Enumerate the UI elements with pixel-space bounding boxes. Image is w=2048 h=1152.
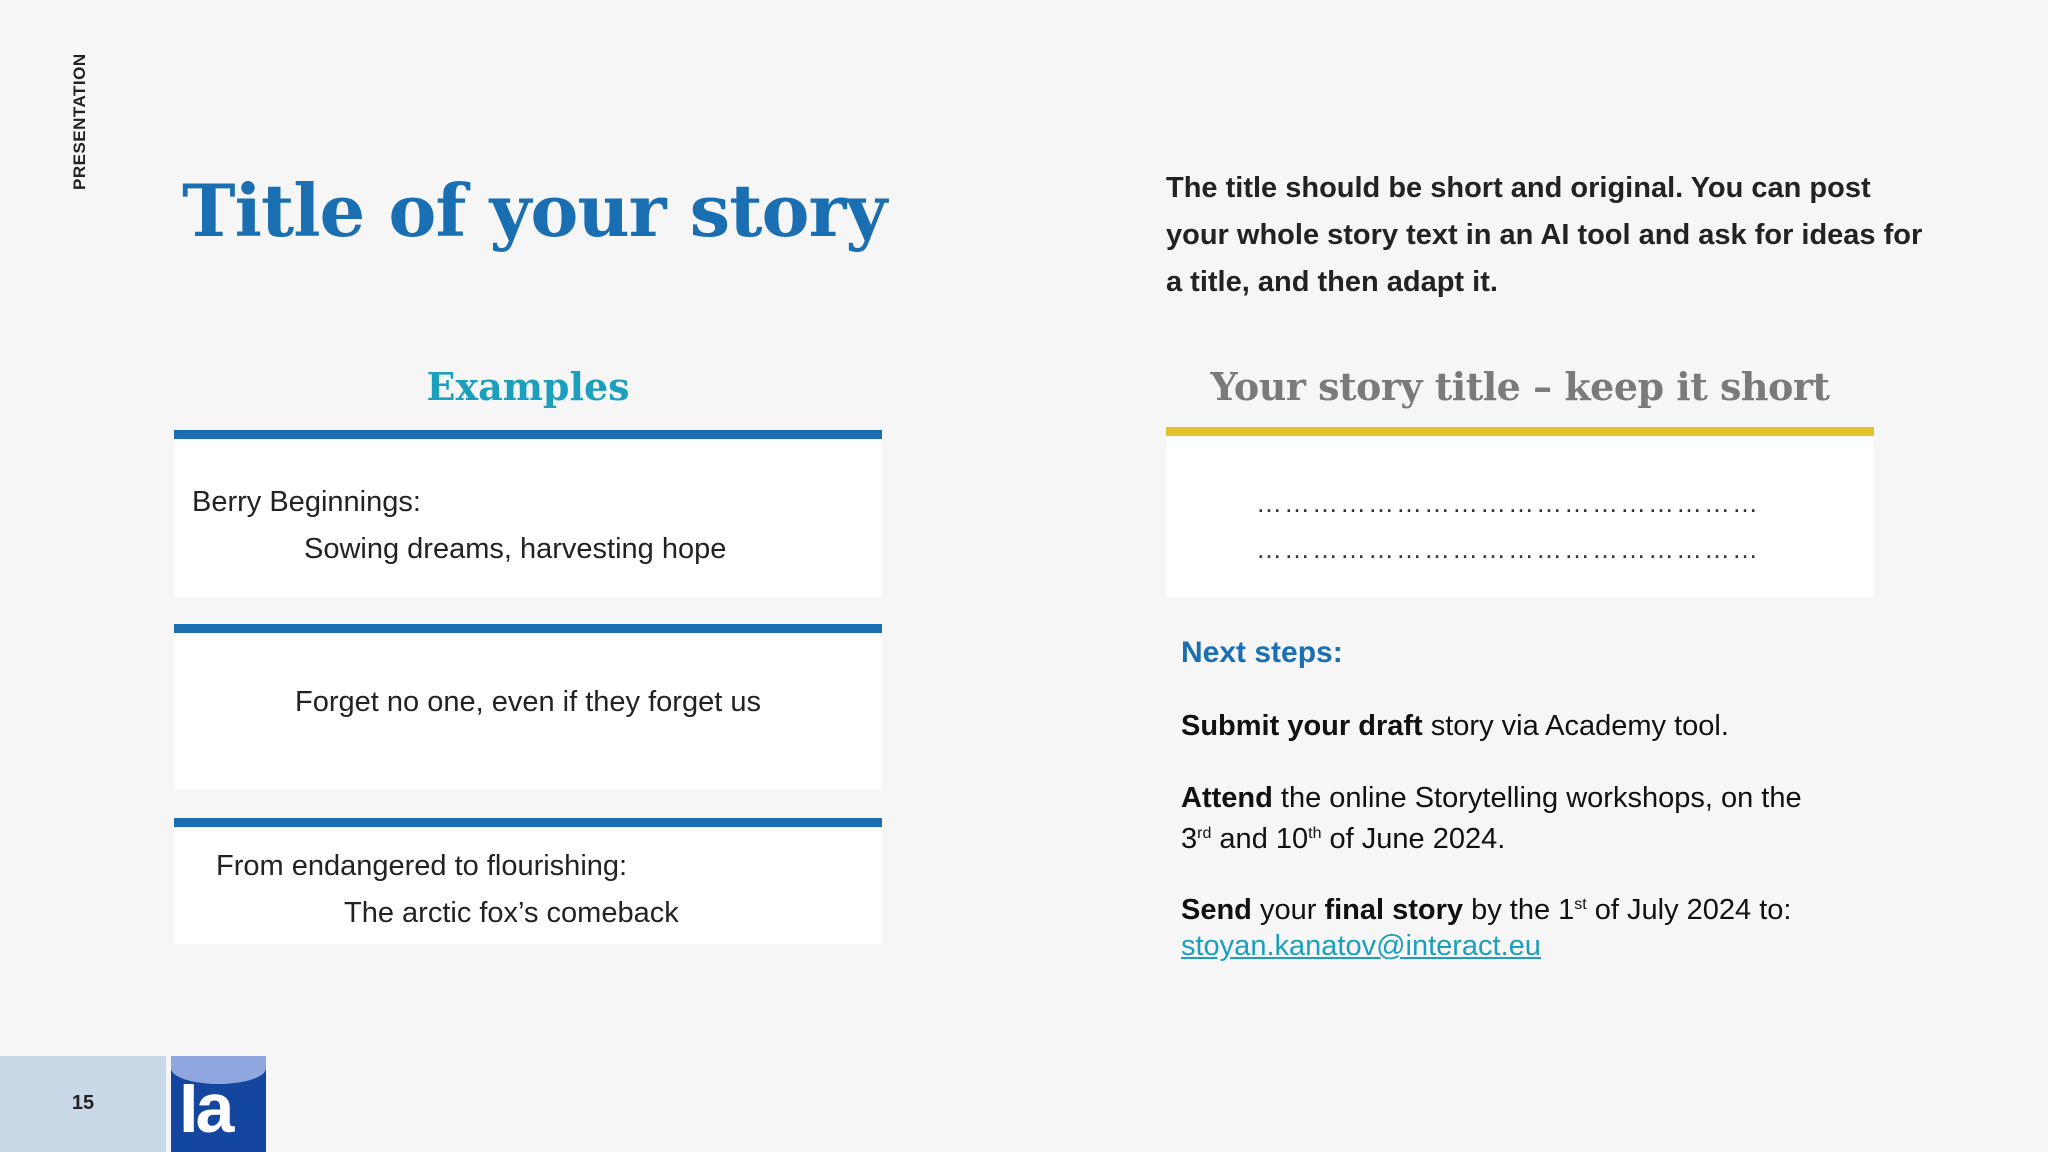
example-line: Berry Beginnings: [192,486,421,518]
section-label: PRESENTATION [70,53,89,190]
page-number-box [0,1056,166,1152]
step-attend: Attend the online Storytelling workshops, on the 3rd and 10th of June 2024. [1181,782,1802,855]
step-submit: Submit your draft story via Academy tool. [1181,710,1729,742]
example-line: Sowing dreams, harvesting hope [304,533,727,565]
example-card [174,430,882,597]
story-title-box [1166,427,1874,597]
logo [171,1056,266,1152]
example-line: From endangered to flourishing: [216,850,628,882]
example-line: The arctic fox’s comeback [344,897,679,929]
example-line: Forget no one, even if they forget us [295,686,761,718]
logo-text: Ia [179,1069,232,1147]
fill-in-line: ……………………………………………… [1256,534,1760,564]
examples-heading: Examples [426,364,630,409]
story-title-heading: Your story title – keep it short [1210,364,1830,409]
page-number: 15 [71,1092,95,1114]
example-card [174,818,882,944]
slide-title: Title of your story [182,168,887,253]
next-steps-title: Next steps: [1181,636,1343,669]
fill-in-line: ……………………………………………… [1256,488,1760,518]
email-link[interactable]: stoyan.kanatov@interact.eu [1181,930,1541,962]
step-send: Send your final story by the 1st of July 2024 to: stoyan.kanatov@interact.eu [1181,894,1792,962]
example-card [174,624,882,790]
intro-text: The title should be short and original. You can post your whole story text in an AI tool and ask for ideas for a title, and then adapt it. [1166,172,1923,298]
